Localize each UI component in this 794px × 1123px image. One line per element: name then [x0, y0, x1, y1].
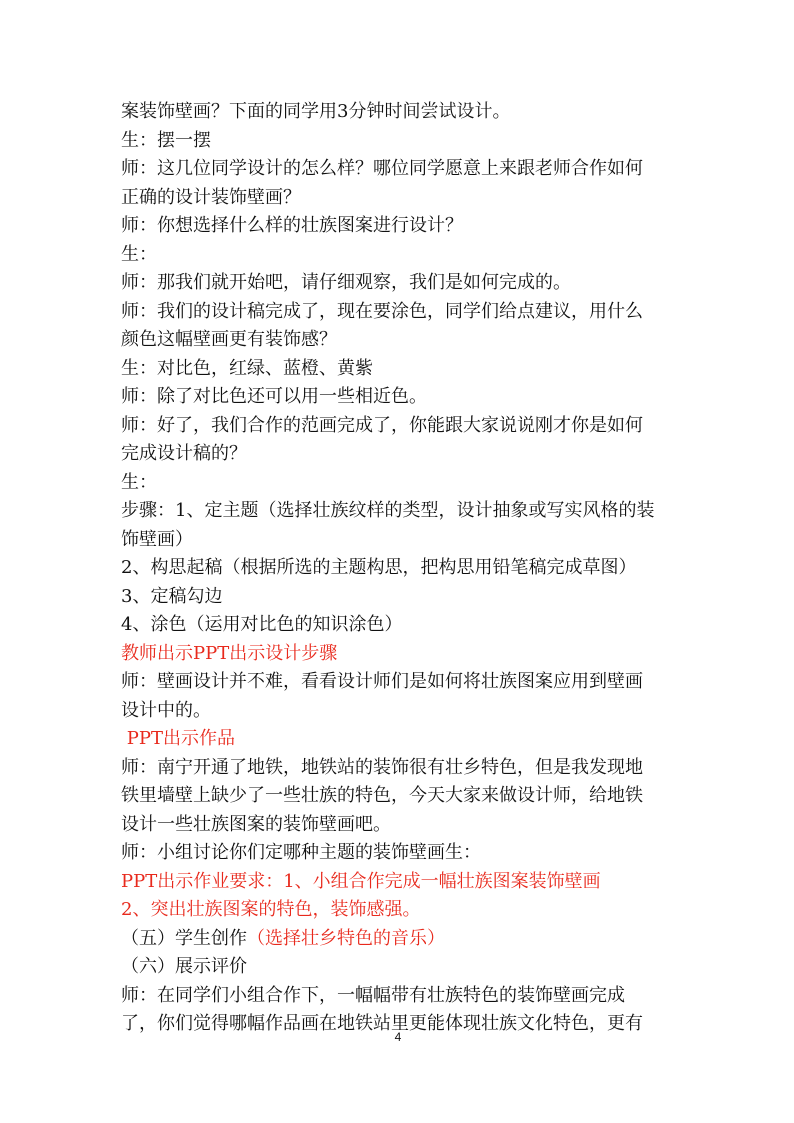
text-line: 生：: [121, 243, 157, 265]
body-text: [121, 98, 681, 1039]
text-line: 2、构思起稿（根据所选的主题构思，把构思用铅笔稿完成草图）: [121, 557, 637, 578]
text-line: 师：那我们就开始吧，请仔细观察，我们是如何完成的。: [121, 272, 571, 293]
highlighted-line: PPT出示作业要求：1、小组合作完成一幅壮族图案装饰壁画: [121, 870, 601, 892]
text-line: 生：摆一摆: [121, 129, 211, 151]
text-line: 了，你们觉得哪幅作品画在地铁站里更能体现壮族文化特色，更有: [121, 1013, 643, 1034]
text-line: 步骤：1、定主题（选择壮族纹样的类型，设计抽象或写实风格的装: [121, 500, 655, 521]
highlighted-line: PPT出示作品: [121, 728, 235, 749]
highlighted-line: 2、突出壮族图案的特色，装饰感强。: [121, 899, 421, 920]
text-line: 3、定稿勾边: [121, 585, 223, 607]
text-line: 完成设计稿的？: [121, 443, 247, 464]
text-line: 师：在同学们小组合作下，一幅幅带有壮族特色的装饰壁画完成: [121, 984, 625, 1006]
section-heading: （五）学生创作: [121, 927, 247, 949]
highlighted-note: （选择壮乡特色的音乐）: [247, 927, 445, 949]
text-line: 设计中的。: [121, 699, 211, 721]
text-line: 生：对比色，红绿、蓝橙、黄紫: [121, 357, 373, 379]
text-line: 4、涂色（运用对比色的知识涂色）: [121, 614, 403, 635]
highlighted-line: 教师出示PPT出示设计步骤: [121, 642, 338, 664]
text-line: 师：南宁开通了地铁，地铁站的装饰很有壮乡特色，但是我发现地: [121, 756, 643, 778]
section-heading-line: [121, 925, 681, 954]
text-line: 师：好了，我们合作的范画完成了，你能跟大家说说刚才你是如何: [121, 414, 643, 436]
text-line: 饰壁画）: [121, 528, 193, 550]
text-line: 案装饰壁画？下面的同学用3分钟时间尝试设计。: [121, 101, 511, 122]
section-heading-line: （六）展示评价: [121, 956, 247, 977]
text-line: 生：: [121, 471, 157, 493]
page-number: 4: [394, 1030, 402, 1044]
text-line: 师：我们的设计稿完成了，现在要涂色，同学们给点建议，用什么: [121, 300, 643, 322]
text-line: 师：你想选择什么样的壮族图案进行设计？: [121, 215, 463, 236]
text-line: 铁里墙壁上缺少了一些壮族的特色，今天大家来做设计师，给地铁: [121, 785, 643, 806]
text-line: 师：壁画设计并不难，看看设计师们是如何将壮族图案应用到壁画: [121, 671, 643, 692]
text-line: 颜色这幅壁画更有装饰感？: [121, 329, 337, 350]
text-line: 正确的设计装饰壁画？: [121, 186, 301, 208]
text-line: 师：这几位同学设计的怎么样？哪位同学愿意上来跟老师合作如何: [121, 158, 643, 179]
text-line: 师：小组讨论你们定哪种主题的装饰壁画生：: [121, 842, 481, 863]
text-line: 设计一些壮族图案的装饰壁画吧。: [121, 813, 391, 835]
text-line: 师：除了对比色还可以用一些相近色。: [121, 386, 427, 407]
